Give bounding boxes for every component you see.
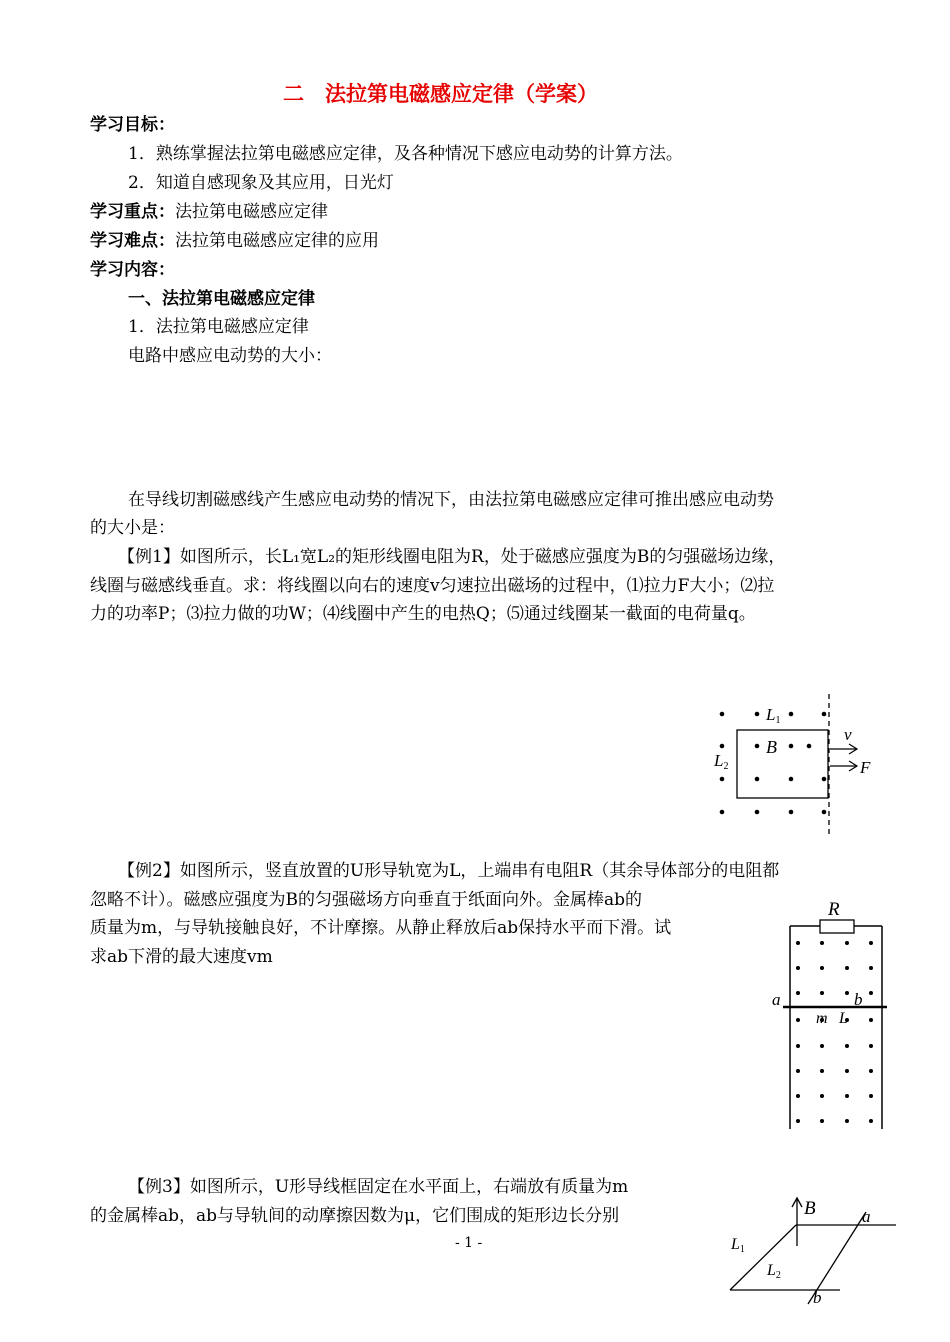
label-L2: L2 — [767, 1262, 781, 1281]
label-L: L — [839, 1010, 848, 1027]
label-a: a — [772, 990, 781, 1009]
section1-heading: 一、法拉第电磁感应定律 — [128, 289, 315, 309]
section1-sub: 1．法拉第电磁感应定律 — [128, 317, 309, 337]
example2-figure — [765, 893, 895, 1133]
coil-rectangle — [737, 730, 828, 798]
page-number: - 1 - — [455, 1235, 483, 1251]
objectives-heading: 学习目标： — [90, 115, 175, 135]
label-v: v — [844, 725, 852, 744]
example1-text: 【例1】如图所示，长L₁宽L₂的矩形线圈电阻为R，处于磁感应强度为B的匀强磁场边缘， — [118, 547, 786, 567]
label-b: b — [813, 1288, 822, 1307]
emf-line: 电路中感应电动势的大小： — [128, 346, 332, 366]
objective-item: 1．熟练掌握法拉第电磁感应定律，及各种情况下感应电动势的计算方法。 — [128, 144, 683, 164]
example1-text: 力的功率P；⑶拉力做的功W；⑷线圈中产生的电热Q；⑸通过线圈某一截面的电荷量q。 — [90, 604, 756, 624]
example1-text: 线圈与磁感线垂直。求：将线圈以向右的速度v匀速拉出磁场的过程中，⑴拉力F大小；⑵拉 — [90, 576, 775, 596]
left-rail — [730, 1225, 796, 1290]
example2-text: 质量为m，与导轨接触良好，不计摩擦。从静止释放后ab保持水平而下滑。试 — [90, 918, 672, 938]
key-point-label: 学习重点： — [90, 202, 175, 222]
label-R: R — [828, 899, 840, 920]
content-heading: 学习内容： — [90, 260, 175, 280]
field-dots — [720, 712, 827, 815]
example3-text: 【例3】如图所示，U形导线框固定在水平面上，右端放有质量为m — [128, 1177, 629, 1197]
example3-text: 的金属棒ab，ab与导轨间的动摩擦因数为μ，它们围成的矩形边长分别 — [90, 1206, 620, 1226]
difficulty-label: 学习难点： — [90, 231, 175, 251]
example2-text: 【例2】如图所示，竖直放置的U形导轨宽为L，上端串有电阻R（其余导体部分的电阻都 — [118, 861, 780, 881]
example1-figure — [700, 690, 890, 840]
key-point-line — [90, 202, 328, 222]
label-F: F — [860, 758, 871, 777]
label-B: B — [766, 737, 777, 757]
example2-text: 忽略不计）。磁感应强度为B的匀强磁场方向垂直于纸面向外。金属棒ab的 — [90, 890, 643, 910]
resistor — [820, 920, 854, 933]
page-title: 二 法拉第电磁感应定律（学案） — [283, 82, 598, 106]
label-L1: L1 — [731, 1236, 745, 1255]
label-m: m — [816, 1010, 828, 1027]
difficulty-line — [90, 231, 379, 251]
cutting-line: 的大小是： — [90, 518, 175, 538]
objective-item: 2．知道自感现象及其应用，日光灯 — [128, 173, 394, 193]
label-a: a — [862, 1207, 871, 1226]
key-point-text: 法拉第电磁感应定律 — [175, 202, 328, 222]
label-b: b — [854, 990, 863, 1009]
field-dots — [796, 941, 873, 1123]
example3-figure — [720, 1190, 905, 1308]
difficulty-text: 法拉第电磁感应定律的应用 — [175, 231, 379, 251]
label-L2: L2 — [714, 751, 729, 772]
example2-text: 求ab下滑的最大速度vm — [90, 947, 273, 967]
cutting-line: 在导线切割磁感线产生感应电动势的情况下，由法拉第电磁感应定律可推出感应电动势 — [128, 490, 774, 510]
label-B: B — [804, 1198, 816, 1219]
label-L1: L1 — [766, 705, 781, 726]
